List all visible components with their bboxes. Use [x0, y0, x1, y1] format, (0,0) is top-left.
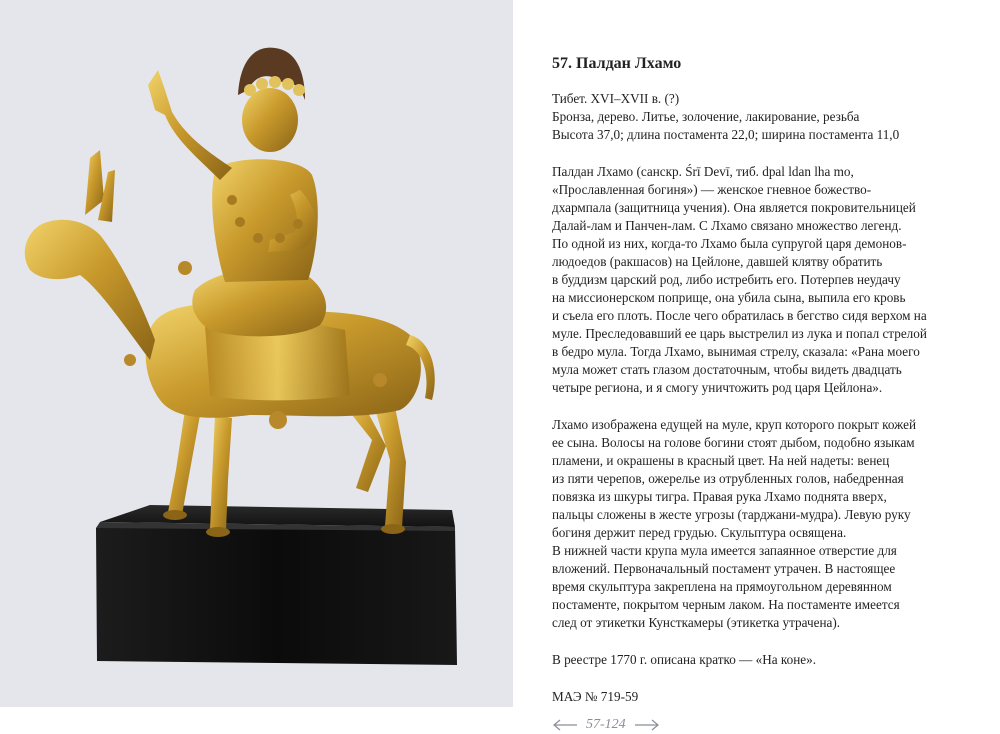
text-line: вложений. Первоначальный постамент утрачен. В настоящее: [552, 561, 896, 576]
origin-date: Тибет. XVI–XVII в. (?): [552, 91, 680, 106]
text-panel: [513, 0, 1000, 732]
text-line: пламени, и окрашены в красный цвет. На ней надеты: венец: [552, 453, 890, 468]
text-line: Лхамо изображена едущей на муле, круп которого покрыт кожей: [552, 417, 917, 432]
materials: Бронза, дерево. Литье, золочение, лакирование, резьба: [552, 109, 860, 124]
museum-number: МАЭ № 719-59: [552, 689, 639, 704]
catalog-entry: [552, 54, 992, 734]
text-line: В нижней части крупа мула имеется запаянное отверстие для: [552, 543, 897, 558]
text-line: По одной из них, когда-то Лхамо была супругой царя демонов-: [552, 236, 907, 251]
text-line: Палдан Лхамо (санскр. Śrī Devī, тиб. dpal ldan lha mo,: [552, 164, 854, 179]
text-line: и съела его плоть. После чего обратилась в бегство сидя верхом на: [552, 308, 927, 323]
text-line: «Прославленная богиня») — женское гневное божество-: [552, 182, 872, 197]
description-paragraph-2: [552, 416, 992, 632]
text-line: время скульптура закреплена на прямоугольном деревянном: [552, 579, 892, 594]
dimensions: Высота 37,0; длина постамента 22,0; ширина постамента 11,0: [552, 127, 900, 142]
text-line: муле. Преследовавший ее царь выстрелил из лука и попал стрелой: [552, 326, 927, 341]
text-line: постаменте, покрытом черным лаком. На постаменте имеется: [552, 597, 900, 612]
text-line: ее сына. Волосы на голове богини стоят дыбом, подобно языкам: [552, 435, 915, 450]
text-line: Далай-лам и Панчен-лам. С Лхамо связано множество легенд.: [552, 218, 902, 233]
text-line: мула может стать глазом достаточным, чтобы видеть двадцать: [552, 362, 902, 377]
text-line: дхармпала (защитница учения). Она является покровительницей: [552, 200, 916, 215]
pedestal-side-front: [96, 527, 457, 665]
text-line: повязка из шкуры тигра. Правая рука Лхамо поднята вверх,: [552, 489, 887, 504]
arrow-left-icon[interactable]: [552, 719, 578, 731]
registry-note: В реестре 1770 г. описана кратко — «На коне».: [552, 652, 816, 667]
text-line: в буддизм царский род, либо истребить его. Потерпев неудачу: [552, 272, 901, 287]
text-line: богиня держит перед грудью. Скульптура освящена.: [552, 525, 847, 540]
text-line: в бедро мула. Тогда Лхамо, вынимая стрелу, сказала: «Рана моего: [552, 344, 920, 359]
page-label: 57-124: [586, 717, 626, 732]
sculpture-photo: [0, 0, 513, 707]
arrow-right-icon[interactable]: [634, 719, 660, 731]
text-line: из пяти черепов, ожерелье из отрубленных голов, набедренная: [552, 471, 904, 486]
photo-panel: [0, 0, 513, 707]
entry-title: 57. Палдан Лхамо: [552, 55, 682, 72]
text-line: на миссионерском поприще, она убила сына, выпила его кровь: [552, 290, 906, 305]
page-navigator: [552, 716, 992, 734]
description-paragraph-1: [552, 163, 992, 397]
text-line: людоедов (ракшасов) на Цейлоне, давшей клятву обратить: [552, 254, 883, 269]
text-line: пальцы сложены в жесте угрозы (тарджани-мудра). Левую руку: [552, 507, 911, 522]
text-line: след от этикетки Кунсткамеры (этикетка утрачена).: [552, 615, 841, 630]
entry-metadata: [552, 90, 992, 144]
text-line: четыре региона, и я смогу уничтожить род царя Цейлона».: [552, 380, 883, 395]
